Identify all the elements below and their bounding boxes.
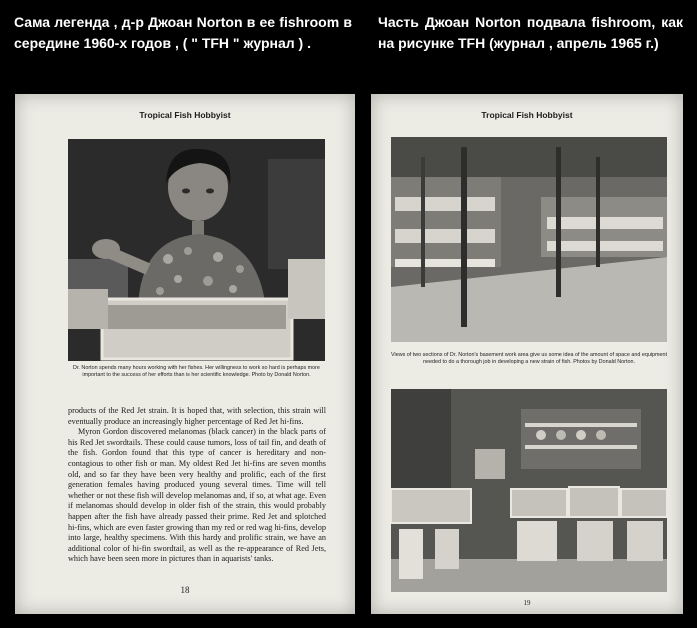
basement-photo-bottom <box>391 389 667 592</box>
portrait-photo <box>68 139 325 361</box>
article-body <box>68 406 326 565</box>
portrait-photo-caption: Dr. Norton spends many hours working with her fishes. Her willingness to work so hard is perhaps more important to the success of her efforts than is her scientific knowledge. Photo by Donald Norton. <box>73 365 320 378</box>
caption-left: Сама легенда , д-р Джоан Norton в ее fishroom в середине 1960-х годов , ( " TFH " журнал ) . <box>14 14 352 51</box>
page-number: 18 <box>180 585 190 595</box>
basement-photo-top <box>391 137 667 342</box>
portrait-illustration <box>68 139 325 361</box>
basement-illustration-bottom <box>391 389 667 592</box>
article-paragraph: Myron Gordon discovered melanomas (black cancer) in the black parts of his Red Jet swordtails. These could cause tumors, loss of tail fin, and death of the fish. Gordon found that this type of cancer is hereditary and non-contagious to other fish or man. My oldest Red Jet hi-fins are seven months old, and so far they have been very healthy and prolific, each of the first generation females having produced young several times. Time will tell whether or not these fish will develop melanomas and, if so, at what age. Even if melanomas should develop in older fish of the strain, this would probably happen after the fish have already passed their prime. Red Jet and splotched hi-fins, which are even faster growing than my red or red wag hi-fins, develop into large, healthy specimens. With this hardy and prolific strain, we have an additional color of hi-fin swordtail, as well as the re-appearance of Red Jets, which have been seen more in pictures than in aquarists' tanks. <box>68 427 326 564</box>
caption-right: Часть Джоан Norton подвала fishroom, как на рисунке TFH (журнал , апрель 1965 г.) <box>378 14 683 51</box>
article-paragraph: products of the Red Jet strain. It is hoped that, with selection, this strain will eventually produce an increasingly higher percentage of Red Jet hi-fins. <box>68 406 326 426</box>
page-number: 19 <box>523 599 531 607</box>
page-header: Tropical Fish Hobbyist <box>481 110 573 120</box>
magazine-page-right <box>371 94 683 614</box>
page-header: Tropical Fish Hobbyist <box>139 110 231 120</box>
basement-photo-caption: Views of two sections of Dr. Norton's basement work area give us some idea of the amount of space and equipment needed to do a thorough job in developing a new strain of fish. Photos by Donald Norton. <box>391 352 668 365</box>
basement-illustration-top <box>391 137 667 342</box>
magazine-page-left <box>15 94 355 614</box>
